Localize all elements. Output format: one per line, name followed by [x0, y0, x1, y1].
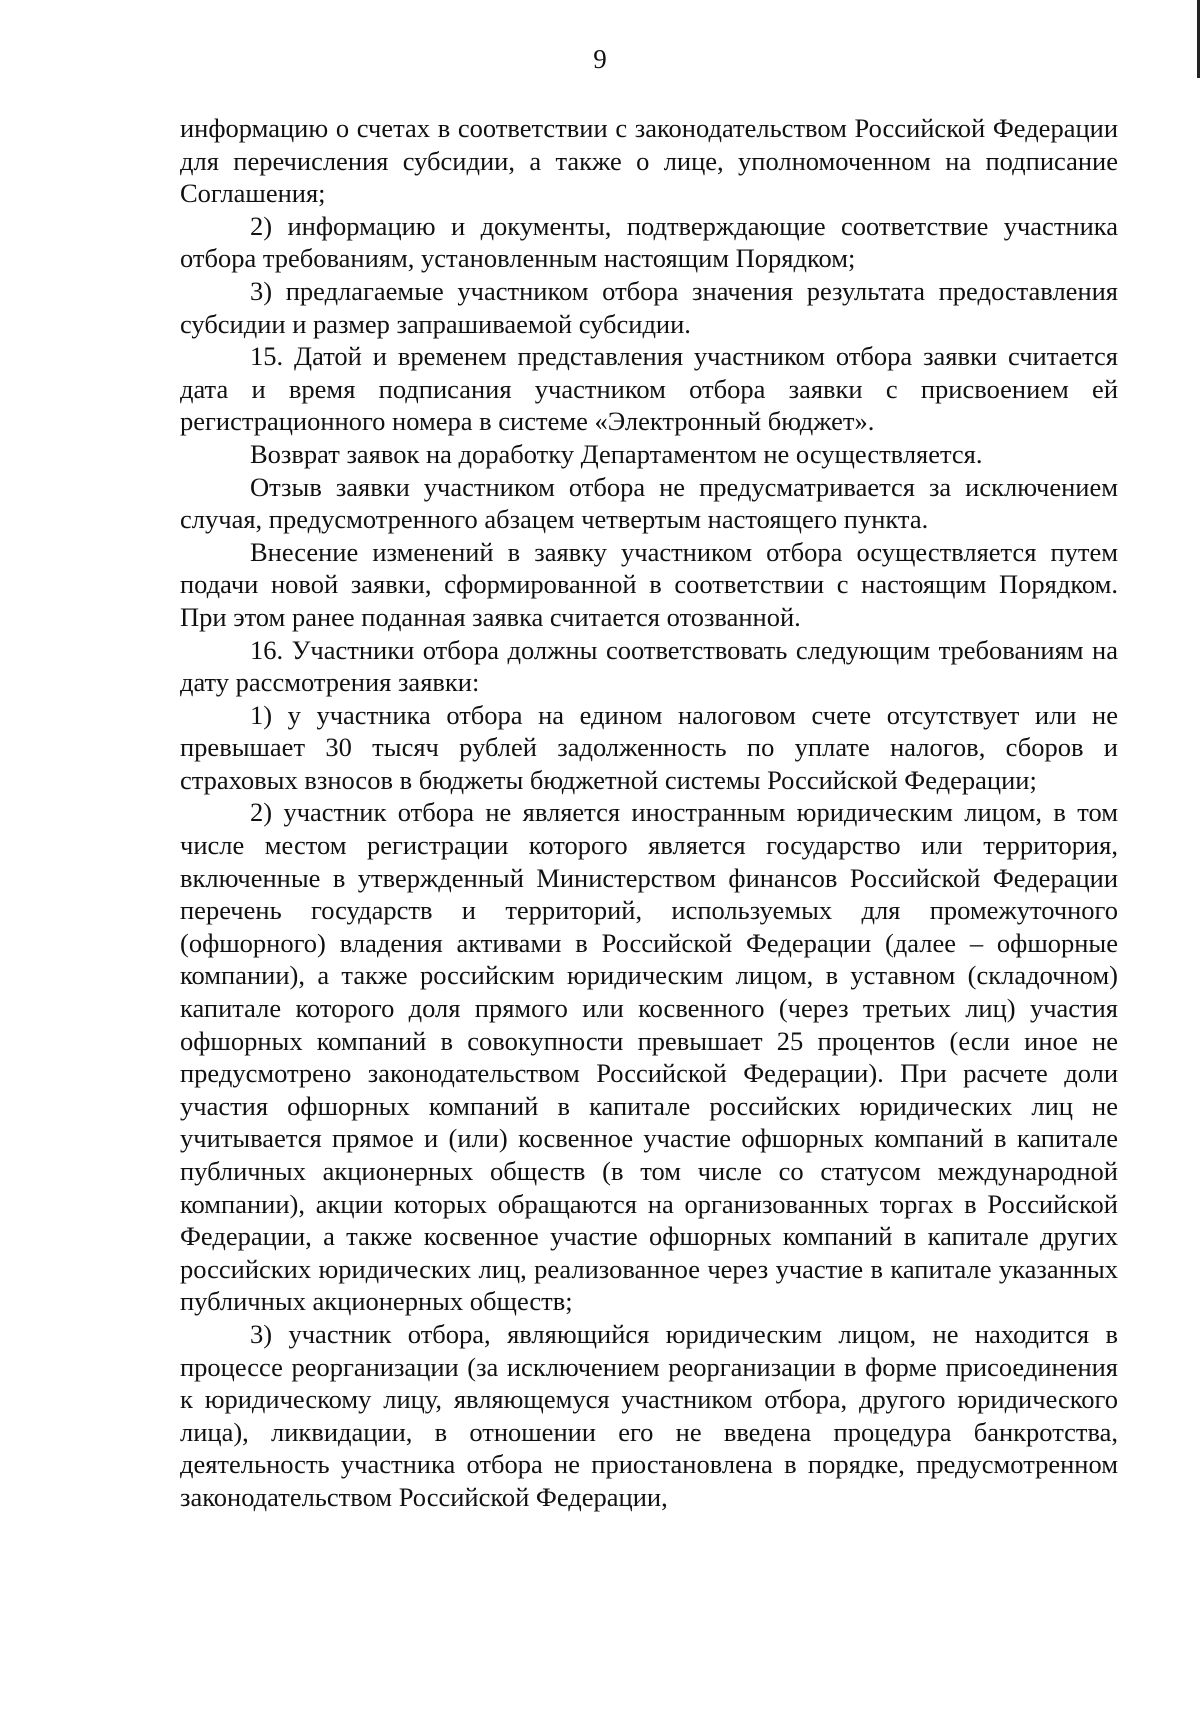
- page-number: 9: [593, 44, 607, 74]
- paragraph-item-3-result-values: 3) предлагаемые участником отбора значения результата предоставления субсидии и размер запрашиваемой субсидии.: [180, 275, 1118, 339]
- paragraph-requirement-3: 3) участник отбора, являющийся юридическим лицом, не находится в процессе реорганизации (за исключением реорганизации в форме присоединения к юридическому лицу, являющемуся участником отбора, другого юридического лица), ликвидации, в отношении его не введена процедура банкротства, деятельность участника отбора не приостановлена в порядке, предусмотренном законодательством Российской Федерации,: [180, 1318, 1118, 1512]
- paragraph-section-16: 16. Участники отбора должны соответствовать следующим требованиям на дату рассмотрения заявки:: [180, 634, 1118, 698]
- document-body: [180, 112, 1118, 1514]
- paragraph-account-info: информацию о счетах в соответствии с законодательством Российской Федерации для перечисления субсидии, а также о лице, уполномоченном на подписание Соглашения;: [180, 113, 1118, 209]
- paragraph-item-2-documents: 2) информацию и документы, подтверждающие соответствие участника отбора требованиям, установленным настоящим Порядком;: [180, 210, 1118, 274]
- paragraph-requirement-2: 2) участник отбора не является иностранным юридическим лицом, в том числе местом регистрации которого является государство или территория, включенные в утвержденный Министерством финансов Российской Федерации перечень государств и территорий, используемых для промежуточного (офшорного) владения активами в Российской Федерации (далее – офшорные компании), а также российским юридическим лицом, в уставном (складочном) капитале которого доля прямого или косвенного (через третьих лиц) участия офшорных компаний в совокупности превышает 25 процентов (если иное не предусмотрено законодательством Российской Федерации). При расчете доли участия офшорных компаний в капитале российских юридических лиц не учитывается прямое и (или) косвенное участие офшорных компаний в капитале публичных акционерных обществ (в том числе со статусом международной компании), акции которых обращаются на организованных торгах в Российской Федерации, а также косвенное участие офшорных компаний в капитале других российских юридических лиц, реализованное через участие в капитале указанных публичных акционерных обществ;: [180, 797, 1118, 1317]
- paragraph-withdrawal: Отзыв заявки участником отбора не предусматривается за исключением случая, предусмотренного абзацем четвертым настоящего пункта.: [180, 471, 1118, 535]
- paragraph-requirement-1: 1) у участника отбора на едином налоговом счете отсутствует или не превышает 30 тысяч рублей задолженность по уплате налогов, сборов и страховых взносов в бюджеты бюджетной системы Российской Федерации;: [180, 699, 1118, 795]
- paragraph-amendments: Внесение изменений в заявку участником отбора осуществляется путем подачи новой заявки, сформированной в соответствии с настоящим Порядком. При этом ранее поданная заявка считается отозванной.: [180, 536, 1118, 632]
- paragraph-no-return: Возврат заявок на доработку Департаментом не осуществляется.: [250, 438, 983, 469]
- paragraph-section-15: 15. Датой и временем представления участником отбора заявки считается дата и время подписания участником отбора заявки с присвоением ей регистрационного номера в системе «Электронный бюджет».: [180, 341, 1118, 437]
